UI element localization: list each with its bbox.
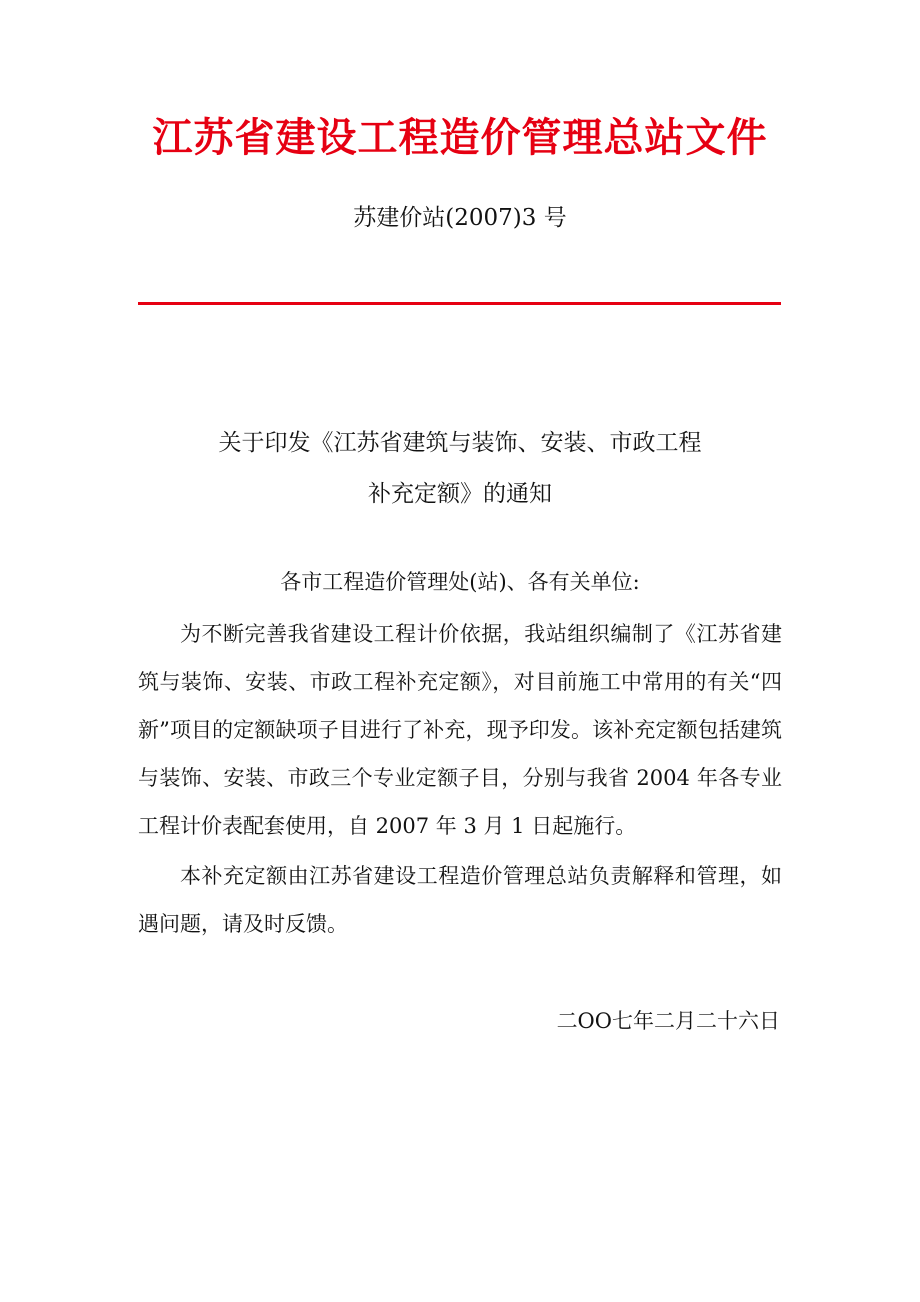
salutation: 各市工程造价管理处(站)、各有关单位: [280, 570, 640, 594]
notice-title-line-1: 关于印发《江苏省建筑与装饰、安装、市政工程 [218, 430, 702, 456]
body-paragraph-1: 为不断完善我省建设工程计价依据，我站组织编制了《江苏省建筑与装饰、安装、市政工程补充定额》，对目前施工中常用的有关“四新”项目的定额缺项子目进行了补充，现予印发。该补充定额包括建筑与装饰、安装、市政三个专业定额子目，分别与我省 2004 年各专业工程计价表配套使用，自 2007 年 3 月 1 日起施行。 [138, 622, 782, 838]
header-divider [138, 302, 781, 305]
body-paragraph-2: 本补充定额由江苏省建设工程造价管理总站负责解释和管理，如遇问题，请及时反馈。 [138, 864, 782, 936]
document-number: 苏建价站(2007)3 号 [353, 205, 567, 231]
issue-date: 二OO七年二月二十六日 [556, 1009, 780, 1033]
notice-title-line-2: 补充定额》的通知 [368, 481, 552, 507]
document-header-title: 江苏省建设工程造价管理总站文件 [152, 114, 768, 161]
